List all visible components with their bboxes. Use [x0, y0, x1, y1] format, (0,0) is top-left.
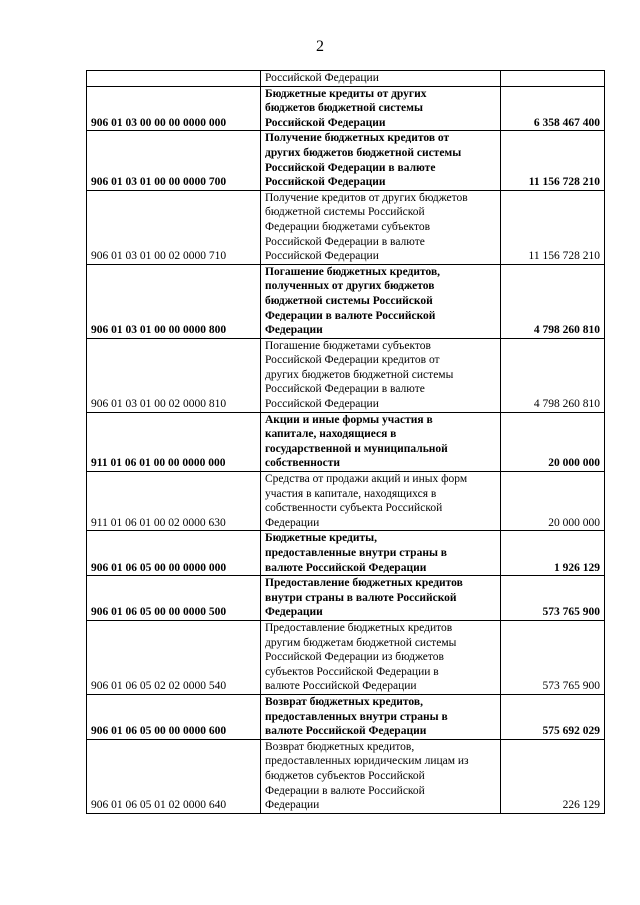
item-name-line: других бюджетов бюджетной системы [265, 146, 462, 159]
item-name-cell [261, 531, 501, 576]
item-name-line: Федерации [265, 799, 320, 812]
item-name-line: бюджетной системы Российской [265, 294, 433, 307]
item-name-line: предоставленных внутри страны в [265, 710, 448, 723]
item-name-line: предоставленных юридическим лицам из [265, 755, 469, 768]
item-name-line: Возврат бюджетных кредитов, [265, 695, 423, 708]
table-body [87, 71, 605, 814]
item-name-line: Акции и иные формы участия в [265, 413, 433, 426]
item-name-line: Средства от продажи акций и иных форм [265, 473, 468, 486]
table-row [87, 338, 605, 412]
budget-code-cell: 911 01 06 01 00 02 0000 630 [87, 472, 261, 531]
item-name-line: Бюджетные кредиты, [265, 532, 377, 545]
item-name-line: Российской Федерации в валюте [265, 235, 425, 248]
item-name-cell [261, 338, 501, 412]
amount-cell: 573 765 900 [501, 576, 605, 621]
table-row [87, 412, 605, 471]
amount-cell: 575 692 029 [501, 694, 605, 739]
budget-code-cell: 906 01 03 01 00 00 0000 800 [87, 264, 261, 338]
table-row [87, 694, 605, 739]
item-name-line: субъектов Российской Федерации в [265, 665, 439, 678]
item-name-line: Получение кредитов от других бюджетов [265, 191, 468, 204]
item-name-line: Федерации в валюте Российской [265, 309, 436, 322]
table-row [87, 86, 605, 131]
item-name-line: Российской Федерации [265, 398, 379, 411]
budget-code-cell: 906 01 03 01 00 02 0000 810 [87, 338, 261, 412]
budget-code-cell: 906 01 06 05 00 00 0000 000 [87, 531, 261, 576]
item-name-line: Федерации в валюте Российской [265, 784, 425, 797]
item-name-line: капитале, находящиеся в [265, 428, 397, 441]
page-number: 2 [316, 38, 324, 55]
item-name-line: бюджетов субъектов Российской [265, 769, 425, 782]
item-name-line: другим бюджетам бюджетной системы [265, 636, 457, 649]
amount-cell: 1 926 129 [501, 531, 605, 576]
item-name-line: бюджетной системы Российской [265, 206, 425, 219]
item-name-line: Погашение бюджетных кредитов, [265, 265, 441, 278]
item-name-line: Российской Федерации кредитов от [265, 354, 440, 367]
amount-cell: 20 000 000 [501, 412, 605, 471]
item-name-line: бюджетов бюджетной системы [265, 102, 423, 115]
budget-sources-table [86, 70, 605, 814]
amount-cell: 11 156 728 210 [501, 131, 605, 190]
item-name-line: валюте Российской Федерации [265, 725, 427, 738]
item-name-line: государственной и муниципальной [265, 442, 448, 455]
item-name-line: Федерации [265, 516, 320, 529]
item-name-cell [261, 620, 501, 694]
item-name-line: Возврат бюджетных кредитов, [265, 740, 415, 753]
item-name-cell [261, 694, 501, 739]
item-name-line: Предоставление бюджетных кредитов [265, 621, 453, 634]
item-name-line: валюте Российской Федерации [265, 680, 417, 693]
budget-code-cell: 906 01 03 01 00 02 0000 710 [87, 190, 261, 264]
item-name-line: Российской Федерации из бюджетов [265, 651, 444, 664]
item-name-line: Российской Федерации в валюте [265, 383, 425, 396]
budget-code-cell: 906 01 03 01 00 00 0000 700 [87, 131, 261, 190]
item-name-line: Российской Федерации в валюте [265, 161, 436, 174]
table-row [87, 264, 605, 338]
item-name-line: валюте Российской Федерации [265, 561, 427, 574]
item-name-cell [261, 71, 501, 87]
amount-cell: 4 798 260 810 [501, 264, 605, 338]
item-name-line: полученных от других бюджетов [265, 280, 435, 293]
table-row [87, 71, 605, 87]
item-name-line: Российской Федерации [265, 116, 386, 129]
item-name-cell [261, 412, 501, 471]
item-name-line: Бюджетные кредиты от других [265, 87, 427, 100]
item-name-line: участия в капитале, находящихся в [265, 487, 437, 500]
item-name-line: Российской Федерации [265, 72, 379, 84]
item-name-line: предоставленные внутри страны в [265, 547, 448, 559]
budget-code-cell: 911 01 06 01 00 00 0000 000 [87, 412, 261, 471]
item-name-line: Российской Федерации [265, 176, 386, 189]
amount-cell: 20 000 000 [501, 472, 605, 531]
table-row [87, 131, 605, 190]
item-name-cell [261, 190, 501, 264]
item-name-line: Федерации бюджетами субъектов [265, 220, 431, 233]
budget-code-cell [87, 71, 261, 87]
table-row [87, 531, 605, 576]
budget-code-cell: 906 01 06 05 01 02 0000 640 [87, 739, 261, 813]
item-name-line: Федерации [265, 324, 323, 337]
item-name-cell [261, 472, 501, 531]
budget-code-cell: 906 01 06 05 00 00 0000 600 [87, 694, 261, 739]
item-name-cell [261, 576, 501, 621]
amount-cell: 11 156 728 210 [501, 190, 605, 264]
item-name-line: Погашение бюджетами субъектов [265, 339, 431, 352]
budget-code-cell: 906 01 03 00 00 00 0000 000 [87, 86, 261, 131]
amount-cell: 4 798 260 810 [501, 338, 605, 412]
amount-cell [501, 71, 605, 87]
amount-cell: 573 765 900 [501, 620, 605, 694]
table-row [87, 620, 605, 694]
item-name-line: Предоставление бюджетных кредитов [265, 577, 463, 590]
item-name-line: Получение бюджетных кредитов от [265, 132, 450, 145]
budget-code-cell: 906 01 06 05 00 00 0000 500 [87, 576, 261, 621]
table-row [87, 472, 605, 531]
amount-cell: 226 129 [501, 739, 605, 813]
item-name-line: собственности [265, 457, 341, 470]
item-name-line: других бюджетов бюджетной системы [265, 368, 454, 381]
item-name-cell [261, 264, 501, 338]
budget-code-cell: 906 01 06 05 02 02 0000 540 [87, 620, 261, 694]
item-name-line: внутри страны в валюте Российской [265, 591, 457, 604]
item-name-cell [261, 739, 501, 813]
item-name-cell [261, 86, 501, 131]
item-name-line: Российской Федерации [265, 250, 379, 263]
item-name-line: Федерации [265, 606, 323, 619]
item-name-cell [261, 131, 501, 190]
table-row [87, 190, 605, 264]
amount-cell: 6 358 467 400 [501, 86, 605, 131]
item-name-line: собственности субъекта Российской [265, 502, 443, 515]
table-row [87, 739, 605, 813]
table-row [87, 576, 605, 621]
